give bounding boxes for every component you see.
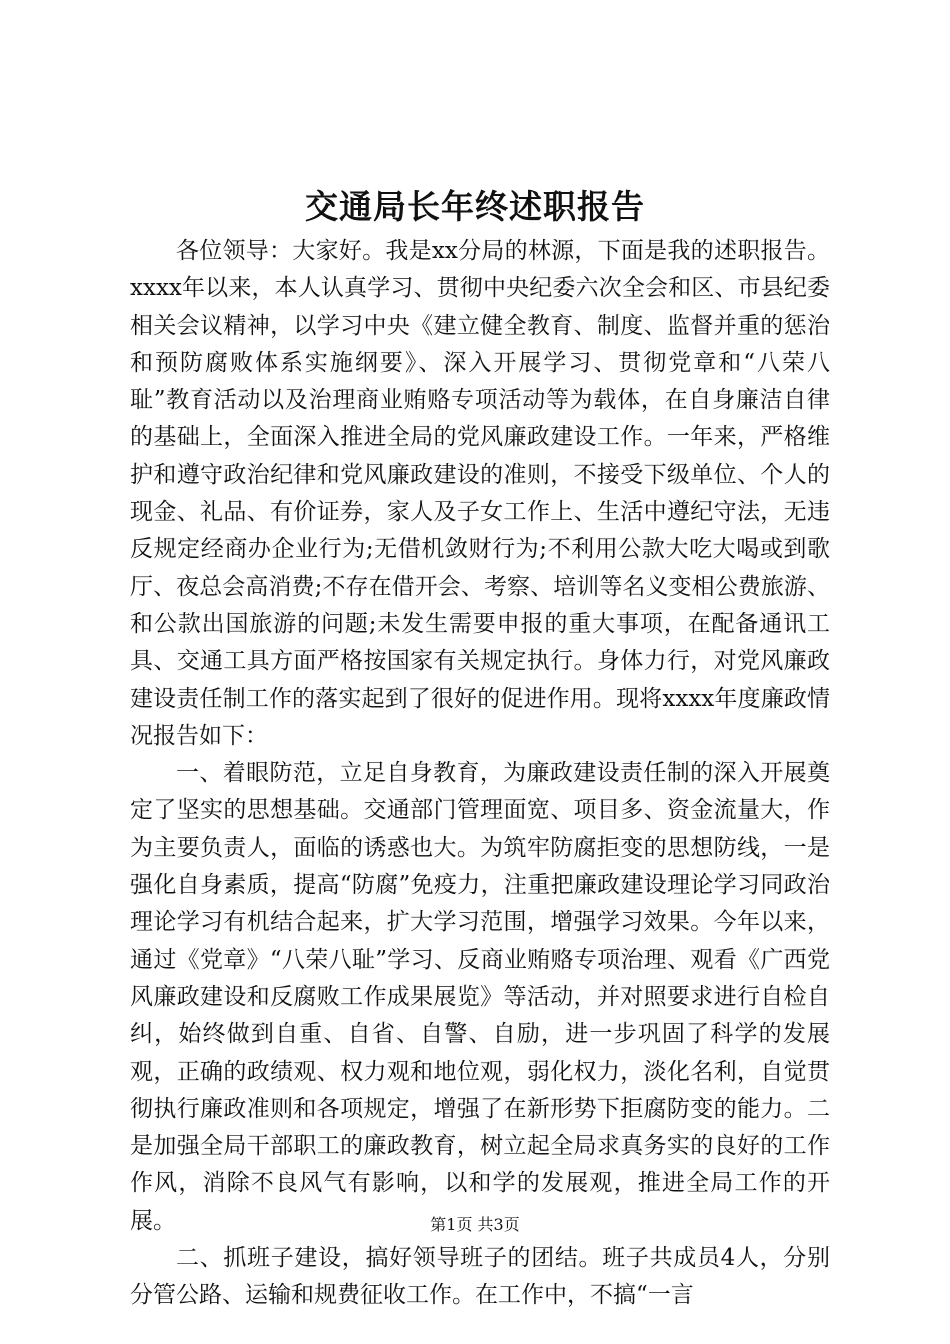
paragraph-section-2: 二、抓班子建设，搞好领导班子的团结。班子共成员4人，分别分管公路、运输和规费征收工作。在工作中，不搞“一言 bbox=[130, 1245, 830, 1309]
page-number-footer: 第1页 共3页 bbox=[430, 1215, 520, 1234]
document-body bbox=[130, 233, 830, 1315]
document-title: 交通局长年终述职报告 bbox=[305, 187, 645, 226]
paragraph-section-1: 一、着眼防范，立足自身教育，为廉政建设责任制的深入开展奠定了坚实的思想基础。交通部门管理面宽、项目多、资金流量大，作为主要负责人，面临的诱惑也大。为筑牢防腐拒变的思想防线，一是强化自身素质，提高“防腐”免疫力，注重把廉政建设理论学习同政治理论学习有机结合起来，扩大学习范围，增强学习效果。今年以来，通过《党章》“八荣八耻”学习、反商业贿赂专项治理、观看《广西党风廉政建设和反腐败工作成果展览》等活动，并对照要求进行自检自纠，始终做到自重、自省、自警、自励，进一步巩固了科学的发展观，正确的政绩观、权力观和地位观，弱化权力，淡化名利，自觉贯彻执行廉政准则和各项规定，增强了在新形势下拒腐防变的能力。二是加强全局干部职工的廉政教育，树立起全局求真务实的良好的工作作风，消除不良风气有影响，以和学的发展观，推进全局工作的开展。 bbox=[130, 760, 830, 1234]
paragraph-intro: 各位领导：大家好。我是xx分局的林源，下面是我的述职报告。xxxx年以来，本人认真学习、贯彻中央纪委六次全会和区、市县纪委相关会议精神，以学习中央《建立健全教育、制度、监督并重的惩治和预防腐败体系实施纲要》、深入开展学习、贯彻党章和“八荣八耻”教育活动以及治理商业贿赂专项活动等为载体，在自身廉洁自律的基础上，全面深入推进全局的党风廉政建设工作。一年来，严格维护和遵守政治纪律和党风廉政建设的准则，不接受下级单位、个人的现金、礼品、有价证券，家人及子女工作上、生活中遵纪守法，无违反规定经商办企业行为;无借机敛财行为;不利用公款大吃大喝或到歌厅、夜总会高消费;不存在借开会、考察、培训等名义变相公费旅游、和公款出国旅游的问题;未发生需要申报的重大事项，在配备通讯工具、交通工具方面严格按国家有关规定执行。身体力行，对党风廉政建设责任制工作的落实起到了很好的促进作用。现将xxxx年度廉政情况报告如下： bbox=[130, 238, 830, 749]
